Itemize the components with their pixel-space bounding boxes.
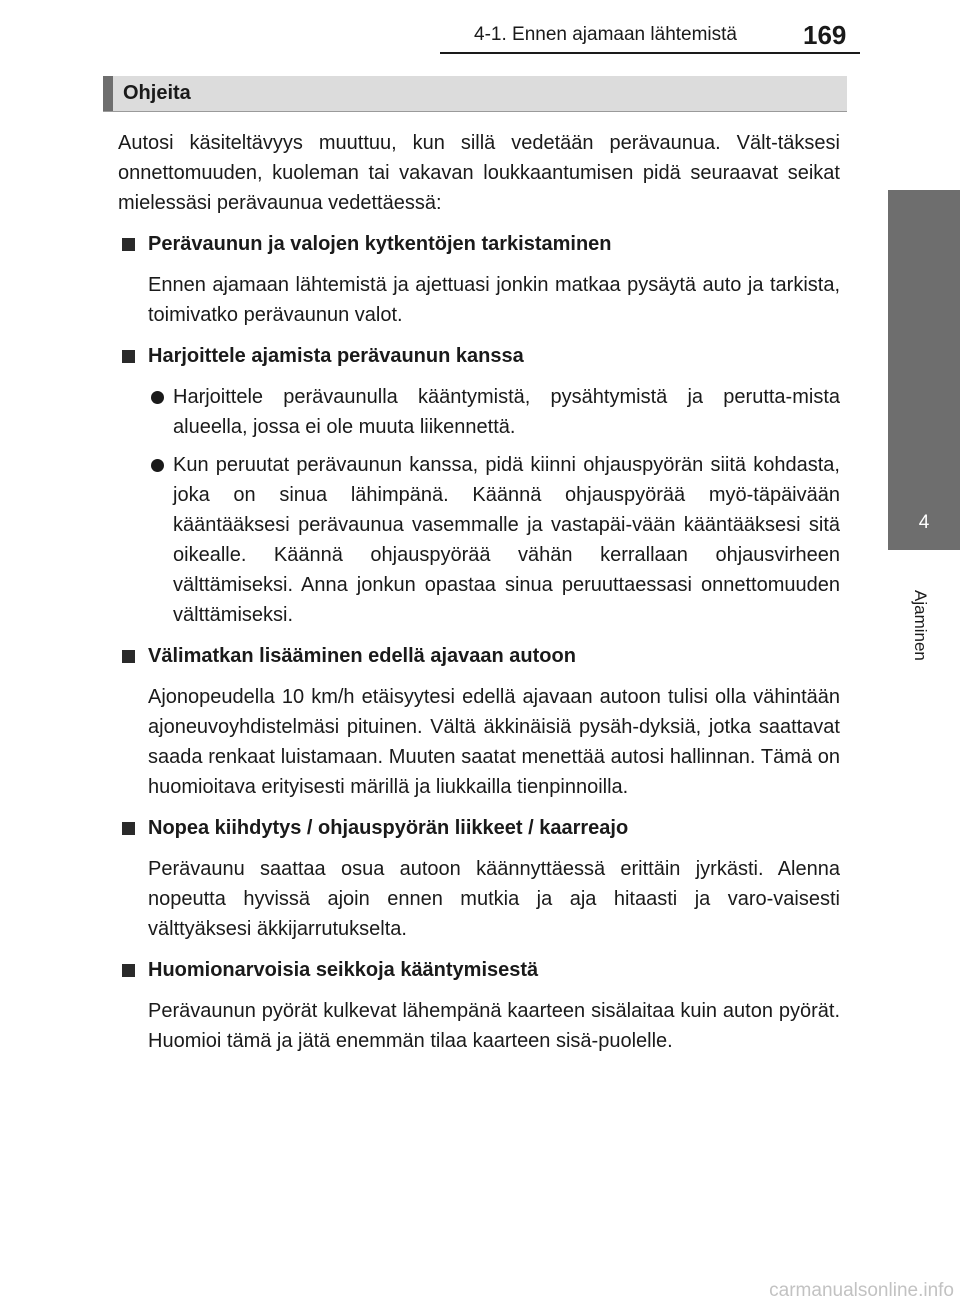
list-item (118, 382, 840, 442)
list-item-text: Kun peruutat perävaunun kanssa, pidä kiinni ohjauspyörän siitä kohdasta, joka on sinua lähimpänä. Käännä ohjauspyörää myö-täpäivään kääntääksesi perävaunua vasemmalle ja vastapäi-vään kääntääksesi sitä oikealle. Käännä ohjauspyörää vähän kerrallaan ohjausvirheen välttämiseksi. Anna jonkun opastaa sinua peruuttaessasi onnettomuuden välttämiseksi. (173, 454, 840, 626)
section-heading-text: Välimatkan lisääminen edellä ajavaan autoon (148, 645, 576, 667)
square-bullet-icon (122, 964, 135, 977)
section-heading-text: Huomionarvoisia seikkoja kääntymisestä (148, 959, 539, 981)
header-rule (440, 52, 860, 54)
page-number: 169 (803, 20, 847, 50)
section-heading-text: Perävaunun ja valojen kytkentöjen tarkistaminen (148, 233, 612, 255)
list-item-text: Harjoittele perävaunulla kääntymistä, pysähtymistä ja perutta-mista alueella, jossa ei ole muuta liikennettä. (173, 386, 840, 438)
round-bullet-icon (151, 459, 164, 472)
round-bullet-icon (151, 391, 164, 404)
section-heading-distance (118, 641, 840, 671)
section-heading-practice (118, 341, 840, 371)
section-text: Perävaunu saattaa osua autoon käännyttäessä erittäin jyrkästi. Alenna nopeutta hyvissä ajoin ennen mutkia ja aja hitaasti ja varo-vaisesti välttyäksesi äkkijarrutukselta. (148, 858, 840, 940)
square-bullet-icon (122, 650, 135, 663)
square-bullet-icon (122, 350, 135, 363)
section-title: 4-1. Ennen ajamaan lähtemistä (474, 24, 737, 45)
callout-header (103, 76, 847, 112)
section-heading-trailer-check (118, 229, 840, 259)
section-text: Perävaunun pyörät kulkevat lähempänä kaarteen sisälaitaa kuin auton pyörät. Huomioi tämä ja jätä enemmän tilaa kaarteen sisä-puolelle. (148, 1000, 840, 1052)
section-heading-acceleration (118, 813, 840, 843)
intro-paragraph: Autosi käsiteltävyys muuttuu, kun sillä vedetään perävaunua. Vält-täksesi onnettomuuden, kuoleman tai vakavan loukkaantumisen pidä seuraavat seikat mielessäsi perävaunua vedettäessä: (118, 132, 840, 214)
square-bullet-icon (122, 822, 135, 835)
section-text: Ajonopeudella 10 km/h etäisyytesi edellä ajavaan autoon tulisi olla vähintään ajoneuvoyhdistelmäsi pituinen. Vältä äkkinäisiä pysäh-dyksiä, jotka saattavat saada renkaat luistamaan. Muuten saatat menettää autosi hallinnan. Tämä on huomioitava erityisesti märillä ja liukkailla tienpinnoilla. (148, 686, 840, 798)
list-item (118, 450, 840, 630)
callout-accent-bar (103, 76, 113, 111)
main-content (118, 128, 840, 1067)
watermark: carmanualsonline.info (769, 1280, 954, 1301)
chapter-name: Ajaminen (911, 590, 930, 661)
section-heading-text: Harjoittele ajamista perävaunun kanssa (148, 345, 524, 367)
chapter-tab (888, 190, 960, 550)
section-heading-turning (118, 955, 840, 985)
section-text: Ennen ajamaan lähtemistä ja ajettuasi jonkin matkaa pysäytä auto ja tarkista, toimivatko perävaunun valot. (148, 274, 840, 326)
callout-title: Ohjeita (123, 82, 191, 104)
square-bullet-icon (122, 238, 135, 251)
chapter-number: 4 (918, 512, 930, 533)
section-heading-text: Nopea kiihdytys / ohjauspyörän liikkeet / kaarreajo (148, 817, 629, 839)
